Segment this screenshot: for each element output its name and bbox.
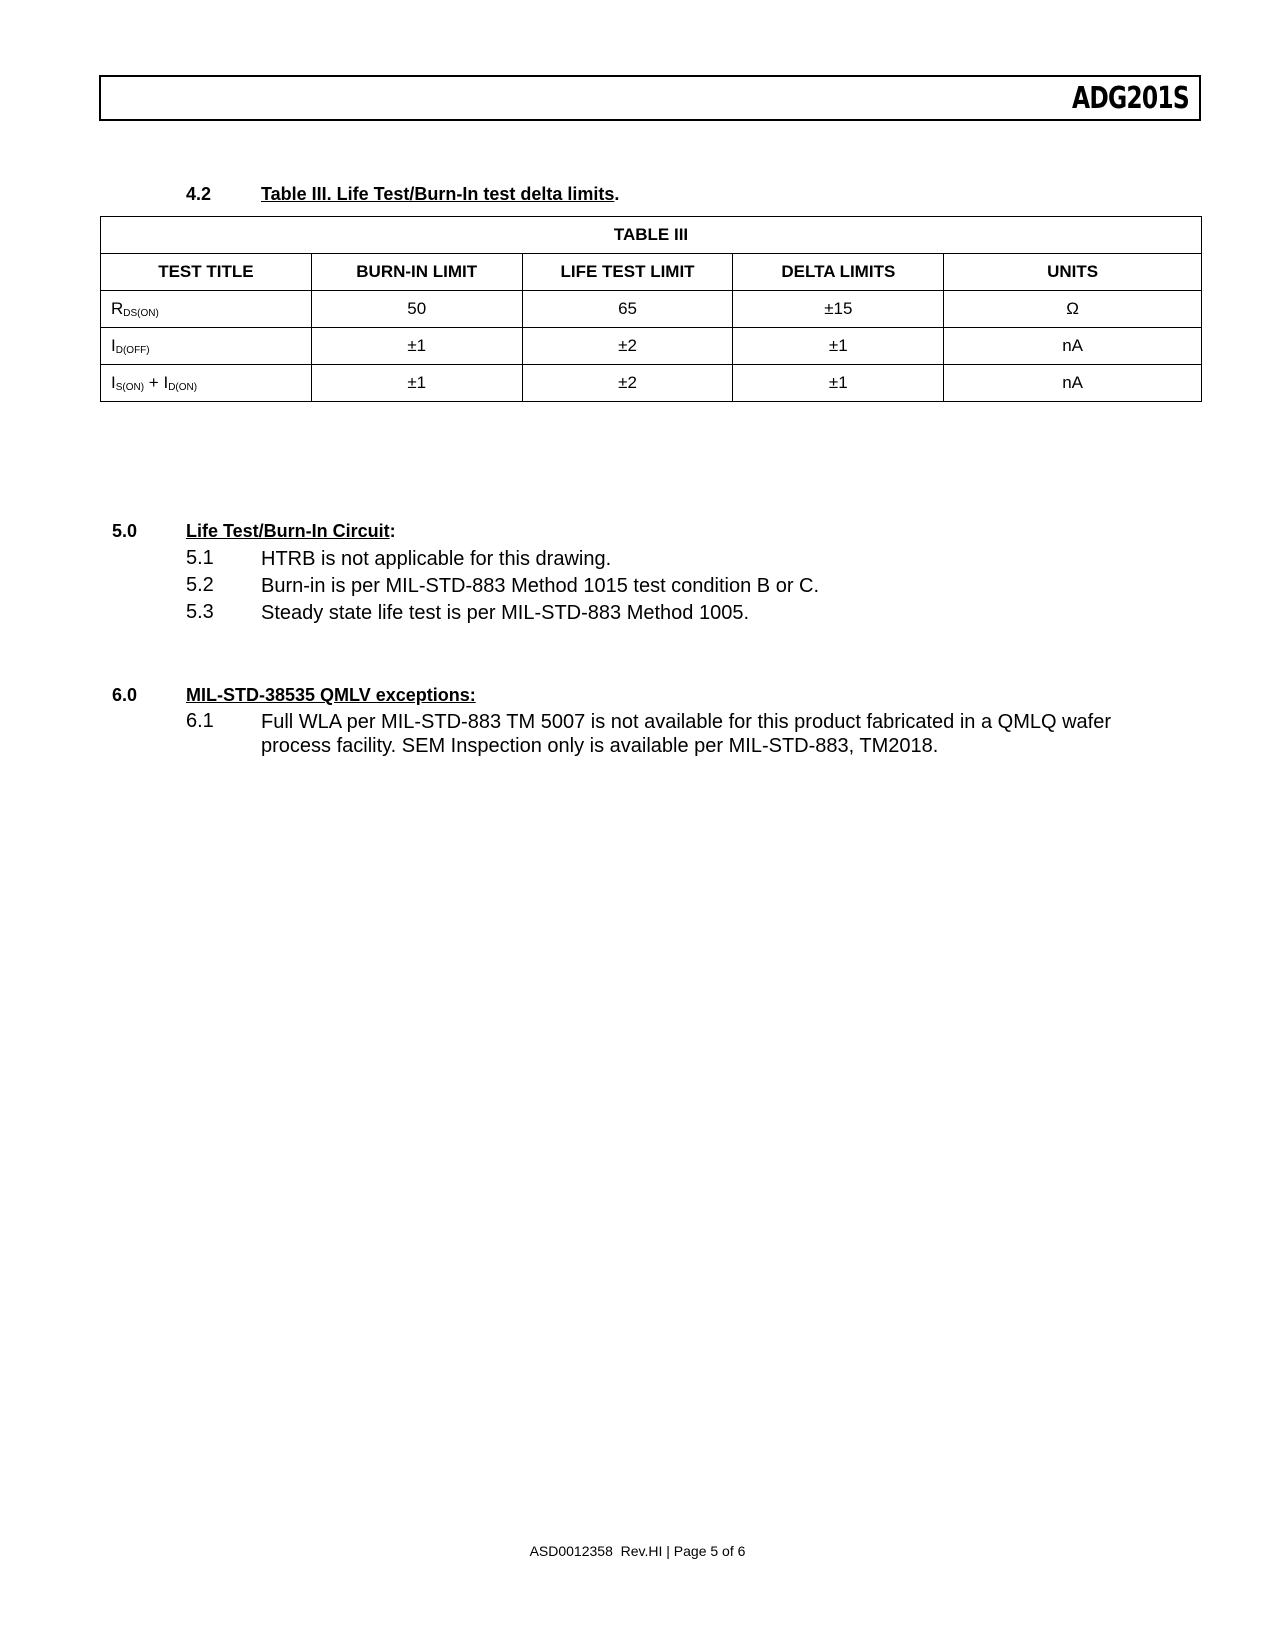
table-row [101, 365, 1202, 402]
units-cell: nA [944, 365, 1202, 402]
table-row [101, 328, 1202, 365]
symbol-subscript: D(ON) [168, 382, 198, 393]
life-test-cell: ±2 [522, 365, 733, 402]
section-title: MIL-STD-38535 QMLV exceptions: [186, 685, 476, 705]
symbol-subscript: DS(ON) [123, 308, 159, 319]
symbol-join: + [144, 373, 164, 392]
header-box [99, 75, 1201, 121]
section-number: 6.0 [112, 685, 138, 705]
item-number: 6.1 [186, 710, 214, 732]
column-header: UNITS [944, 254, 1202, 291]
column-header: TEST TITLE [101, 254, 312, 291]
part-number: ADG201S [1072, 81, 1189, 116]
table-iii [100, 216, 1202, 402]
section-title-text: Table III. Life Test/Burn-In test delta limits [261, 184, 615, 204]
life-test-cell: 65 [522, 291, 733, 328]
item-text: Full WLA per MIL-STD-883 TM 5007 is not available for this product fabricated in a QMLQ wafer process facility. SEM Inspection only is available per MIL-STD-883, TM2018. [261, 711, 1111, 757]
item-text: HTRB is not applicable for this drawing. [261, 548, 612, 570]
section-title-suffix: : [389, 521, 396, 541]
page-footer: ASD0012358 Rev.HI | Page 5 of 6 [529, 1543, 746, 1559]
symbol: I [111, 336, 116, 355]
item-text: Steady state life test is per MIL-STD-883 Method 1005. [261, 602, 750, 624]
symbol: I [163, 373, 169, 392]
units-cell: Ω [944, 291, 1202, 328]
burn-in-cell: ±1 [311, 365, 522, 402]
delta-cell: ±1 [733, 328, 944, 365]
symbol-subscript: S(ON) [115, 382, 145, 393]
life-test-cell: ±2 [522, 328, 733, 365]
column-header: LIFE TEST LIMIT [522, 254, 733, 291]
section-title [186, 521, 396, 542]
item-number: 5.3 [186, 601, 214, 623]
test-title-cell [101, 328, 312, 365]
units-cell: nA [944, 328, 1202, 365]
burn-in-cell: ±1 [311, 328, 522, 365]
table-header-row [101, 254, 1202, 291]
symbol: R [111, 299, 124, 318]
symbol: I [111, 373, 116, 392]
column-header: DELTA LIMITS [733, 254, 944, 291]
burn-in-cell: 50 [311, 291, 522, 328]
symbol-subscript: D(OFF) [115, 345, 150, 356]
table-caption: TABLE III [101, 217, 1202, 254]
item-number: 5.2 [186, 574, 214, 596]
column-header: BURN-IN LIMIT [311, 254, 522, 291]
section-number: 5.0 [112, 521, 138, 541]
delta-cell: ±15 [733, 291, 944, 328]
test-title-cell [101, 365, 312, 402]
table-row [101, 291, 1202, 328]
test-title-cell [101, 291, 312, 328]
item-text: Burn-in is per MIL-STD-883 Method 1015 test condition B or C. [261, 575, 820, 597]
section-number: 4.2 [186, 184, 212, 204]
delta-cell: ±1 [733, 365, 944, 402]
section-title [261, 184, 619, 205]
item-number: 5.1 [186, 547, 214, 569]
section-title-suffix: . [614, 184, 620, 204]
section-title-text: Life Test/Burn-In Circuit [186, 521, 390, 541]
